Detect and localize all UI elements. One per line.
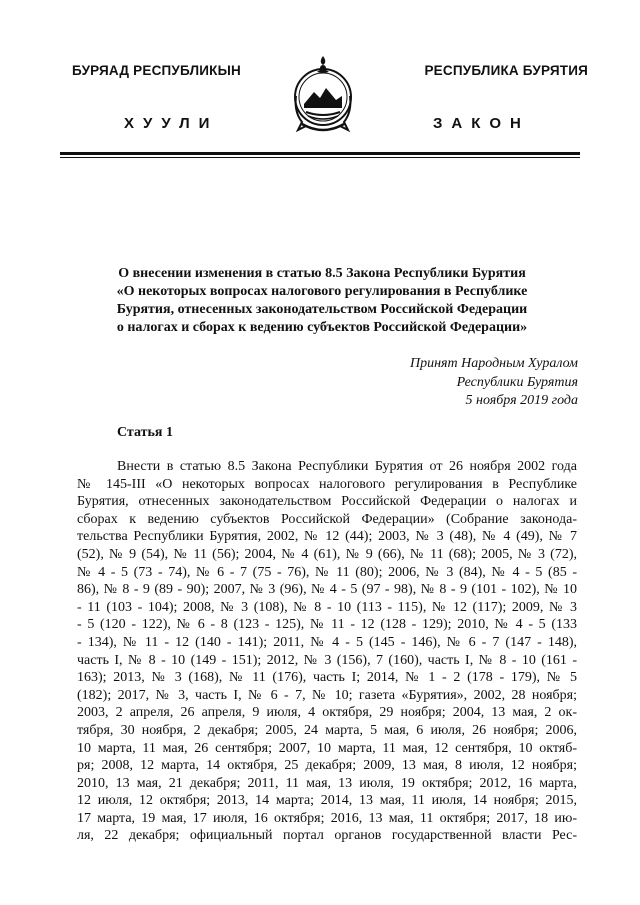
body-line: 17 марта, 19 мая, 17 июля, 16 октября; 2016, 13 мая, 11 октября; 2017, 18 ию- xyxy=(77,810,577,826)
body-line: - 5 (120 - 122), № 6 - 8 (123 - 125), № 11 - 12 (128 - 129); 2010, № 4 - 5 (133 xyxy=(77,617,577,633)
body-line: (182); 2017, № 3, часть I, № 6 - 7, № 10; газета «Бурятия», 2002, 28 ноября; xyxy=(77,687,577,703)
law-title-line: О внесении изменения в статью 8.5 Закона Республики Бурятия xyxy=(118,266,526,281)
adoption-line-body: Принят Народным Хуралом xyxy=(409,356,578,371)
body-line: ля, 22 декабря; официальный портал органов государственной власти Рес- xyxy=(77,828,577,844)
header-divider-thin xyxy=(60,157,580,158)
article-body xyxy=(77,458,577,845)
article-heading: Статья 1 xyxy=(117,425,173,440)
body-line: 10 марта, 11 мая, 26 сентября; 2007, 10 марта, 11 мая, 12 сентября, 10 октяб- xyxy=(77,740,577,756)
header-republic-russian: РЕСПУБЛИКА БУРЯТИЯ xyxy=(424,63,588,78)
body-line: ря; 2008, 12 марта, 14 октября, 25 декабря; 2009, 13 мая, 8 июля, 12 ноября; xyxy=(77,758,577,774)
buryatia-coat-of-arms-icon xyxy=(290,52,356,138)
body-line: № 4 - 5 (73 - 74), № 6 - 7 (75 - 76), № 11 (80); 2006, № 3 (84), № 4 - 5 (85 - xyxy=(77,564,577,580)
body-line: тельства Республики Бурятия, 2002, № 12 (44); 2003, № 3 (48), № 4 (49), № 7 xyxy=(77,529,577,545)
body-line: сборах к ведению субъектов Российской Федерации» (Собрание законода- xyxy=(77,511,577,527)
body-line: - 11 (103 - 104); 2008, № 3 (108), № 8 - 10 (113 - 115), № 12 (117); 2009, № 3 xyxy=(77,599,577,615)
body-line: часть I, № 8 - 10 (149 - 151); 2012, № 3 (156), 7 (160), часть I, № 8 - 10 (161 - xyxy=(77,652,577,668)
law-title-line: «О некоторых вопросах налогового регулирования в Республике xyxy=(116,284,528,299)
body-line: тября, 30 ноября, 2 декабря; 2005, 24 марта, 5 мая, 6 июля, 26 ноября; 2006, xyxy=(77,722,577,738)
body-line: Внести в статью 8.5 Закона Республики Бурятия от 26 ноября 2002 года xyxy=(117,459,577,474)
header-divider-thick xyxy=(60,152,580,155)
body-line: 2003, 2 апреля, 26 апреля, 9 июля, 4 октября, 29 ноября; 2004, 13 мая, 2 ок- xyxy=(77,705,577,721)
body-line: (52), № 9 (54), № 11 (56); 2004, № 4 (61), № 9 (66), № 11 (68); 2005, № 3 (72), xyxy=(77,546,577,562)
body-line: - 134), № 11 - 12 (140 - 141); 2011, № 4 - 5 (145 - 146), № 6 - 7 (147 - 148), xyxy=(77,634,577,650)
law-title-line: Бурятия, отнесенных законодательством Российской Федерации xyxy=(116,302,528,317)
body-line: 12 июля, 12 октября; 2013, 14 марта; 2014, 13 мая, 11 июля, 14 ноября; 2015, xyxy=(77,793,577,809)
header-doctype-buryat: ХУУЛИ xyxy=(124,115,219,132)
adoption-line-republic: Республики Бурятия xyxy=(456,374,578,390)
body-line: 2010, 13 мая, 21 декабря; 2011, 11 мая, 13 июля, 19 октября; 2012, 16 марта, xyxy=(77,775,577,791)
adoption-line-date: 5 ноября 2019 года xyxy=(465,393,578,408)
body-line: 86), № 8 - 9 (89 - 90); 2007, № 3 (96), № 4 - 5 (97 - 98), № 8 - 9 (101 - 102), № 10 xyxy=(77,582,577,598)
body-line: 163); 2013, № 3 (168), № 11 (176), часть I; 2014, № 1 - 2 (178 - 179), № 5 xyxy=(77,670,577,686)
law-title-line: о налогах и сборах к ведению субъектов Российской Федерации» xyxy=(116,320,528,335)
law-title xyxy=(96,265,548,337)
header-republic-buryat: БУРЯАД РЕСПУБЛИКЫН xyxy=(72,63,241,78)
header-doctype-russian: ЗАКОН xyxy=(433,115,530,132)
adoption-note xyxy=(330,355,578,411)
body-line: Бурятия, отнесенных законодательством Российской Федерации о налогах и xyxy=(77,494,577,510)
body-line: № 145-III «О некоторых вопросах налогового регулирования в Республике xyxy=(77,476,577,492)
